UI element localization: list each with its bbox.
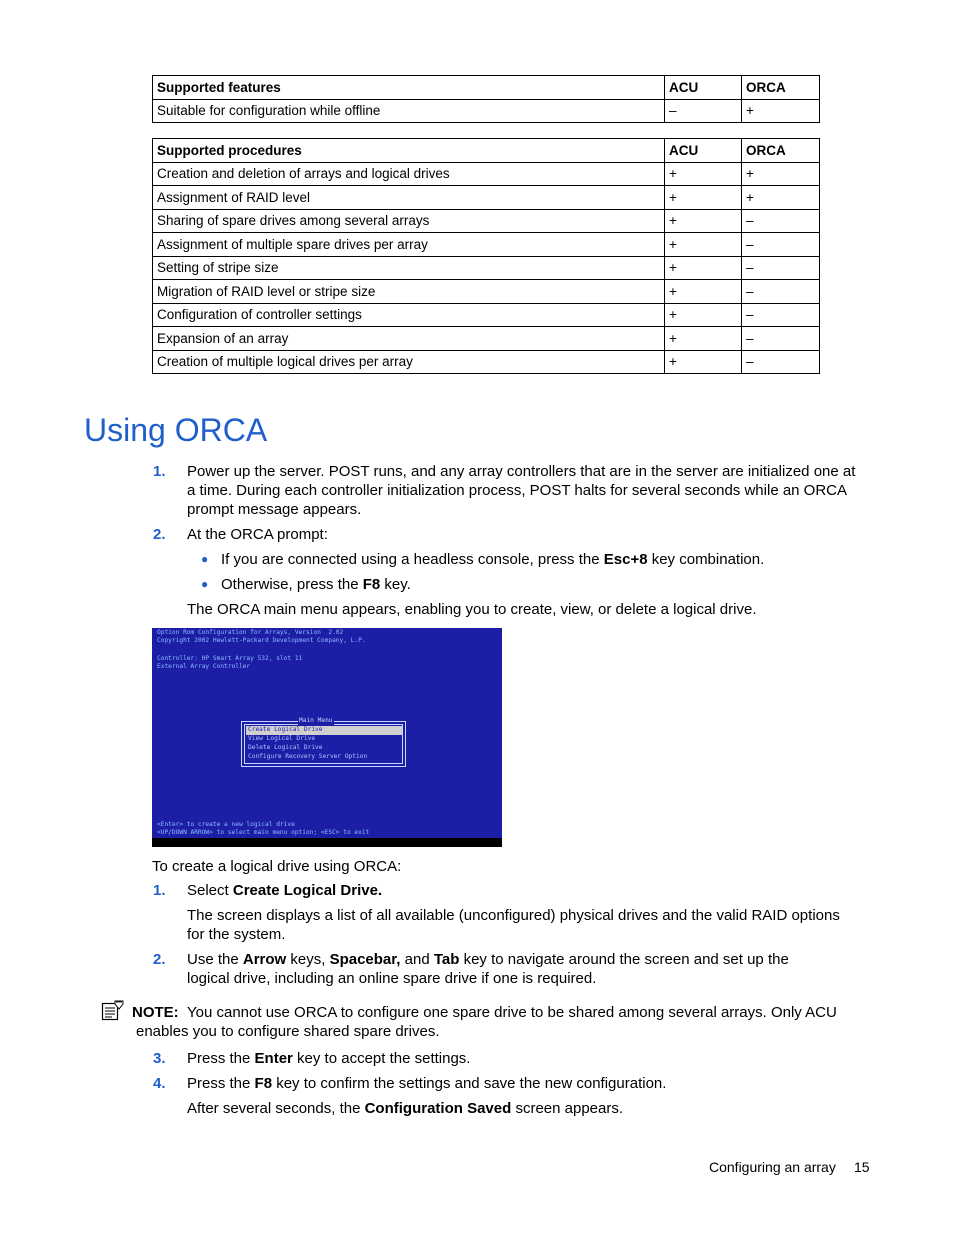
footer-section-title: Configuring an array [709, 1159, 836, 1175]
menu-item-create-logical-drive[interactable]: Create Logical Drive [246, 726, 402, 735]
main-menu-title: Main Menu [299, 717, 333, 724]
bullet-text: If you are connected using a headless console, press the Esc+8 key combination. [221, 551, 765, 568]
table-row [153, 256, 820, 280]
main-menu-box [241, 717, 406, 767]
table-row [153, 327, 820, 351]
text-line: for the system. [187, 926, 286, 943]
text-line: enables you to configure shared spare drives. [136, 1023, 440, 1040]
table-cell: + [665, 303, 742, 327]
table-row [153, 99, 820, 123]
screen-line: External Array Controller [157, 663, 251, 670]
table-cell: – [742, 233, 820, 257]
supported-procedures-table [152, 138, 820, 374]
text-line: NOTE: You cannot use ORCA to configure one spare drive to be shared among several arrays. Only ACU [132, 1004, 837, 1021]
table-cell: – [742, 350, 820, 374]
step-number: 4. [153, 1075, 166, 1092]
table-cell: + [665, 350, 742, 374]
bullet-icon: ● [201, 552, 209, 566]
step-text: Press the Enter key to accept the settings. [187, 1050, 471, 1067]
step-text: Press the F8 key to confirm the settings and save the new configuration. [187, 1075, 667, 1092]
table-row [153, 209, 820, 233]
header-cell: Supported features [153, 76, 665, 100]
table-header-row [153, 139, 820, 163]
table-cell: – [665, 99, 742, 123]
note-icon [101, 1000, 125, 1022]
table-cell: Suitable for configuration while offline [153, 99, 665, 123]
header-cell: ACU [665, 76, 742, 100]
table-cell: Migration of RAID level or stripe size [153, 280, 665, 304]
header-cell: ACU [665, 139, 742, 163]
step-number: 1. [153, 463, 166, 480]
text-line: The screen displays a list of all available (unconfigured) physical drives and the valid RAID options [187, 907, 840, 924]
screen-line: Option Rom Configuration for Arrays, Version 2.02 [157, 629, 344, 636]
table-cell: + [742, 162, 820, 186]
screen-bottom-bar [152, 838, 502, 847]
table-cell: – [742, 209, 820, 233]
table-cell: + [665, 256, 742, 280]
text-line: logical drive, including an online spare drive if one is required. [187, 970, 597, 987]
table-cell: + [665, 209, 742, 233]
page-number: 15 [854, 1159, 870, 1175]
table-cell: + [742, 186, 820, 210]
screen-line: Controller: HP Smart Array 532, slot 11 [157, 655, 303, 662]
table-cell: Assignment of multiple spare drives per array [153, 233, 665, 257]
note-label: NOTE: [132, 1004, 179, 1021]
table-cell: + [665, 186, 742, 210]
table-row [153, 350, 820, 374]
paragraph-text: The ORCA main menu appears, enabling you to create, view, or delete a logical drive. [187, 601, 757, 618]
screen-help-line: <UP/DOWN ARROW> to select main menu option; <ESC> to exit [157, 829, 370, 836]
menu-item-delete-logical-drive[interactable]: Delete Logical Drive [248, 744, 323, 751]
paragraph-text: To create a logical drive using ORCA: [152, 858, 402, 875]
table-row [153, 186, 820, 210]
table-cell: – [742, 303, 820, 327]
orca-main-menu-screenshot [152, 628, 502, 847]
table-cell: – [742, 327, 820, 351]
step-text: Select Create Logical Drive. [187, 882, 383, 899]
table-cell: Creation and deletion of arrays and logical drives [153, 162, 665, 186]
step-number: 1. [153, 882, 166, 899]
text-line: prompt message appears. [187, 501, 362, 518]
table-cell: Creation of multiple logical drives per array [153, 350, 665, 374]
menu-item-configure-recovery[interactable]: Configure Recovery Server Option [248, 753, 368, 760]
step-text [187, 950, 877, 988]
screen-help-line: <Enter> to create a new logical drive [157, 821, 295, 828]
table-cell: Setting of stripe size [153, 256, 665, 280]
paragraph-text: After several seconds, the Configuration Saved screen appears. [187, 1100, 624, 1117]
supported-features-table [152, 75, 820, 123]
screen-line: Copyright 2002 Hewlett-Packard Development Company, L.P. [157, 637, 366, 644]
menu-item-view-logical-drive[interactable]: View Logical Drive [248, 735, 316, 742]
step-number: 2. [153, 951, 166, 968]
text-line: a time. During each controller initialization process, POST halts for several seconds while an ORCA [187, 482, 848, 499]
paragraph-text [187, 906, 877, 944]
step-number: 2. [153, 526, 166, 543]
table-cell: + [742, 99, 820, 123]
step-text [187, 462, 877, 519]
table-cell: Configuration of controller settings [153, 303, 665, 327]
table-cell: Expansion of an array [153, 327, 665, 351]
table-cell: Sharing of spare drives among several arrays [153, 209, 665, 233]
note-text [132, 1003, 872, 1022]
table-header-row [153, 76, 820, 100]
step-number: 3. [153, 1050, 166, 1067]
table-cell: + [665, 327, 742, 351]
table-cell: + [665, 162, 742, 186]
header-cell: ORCA [742, 139, 820, 163]
section-heading: Using ORCA [84, 412, 268, 448]
table-row [153, 280, 820, 304]
step-text: At the ORCA prompt: [187, 526, 328, 543]
header-cell: Supported procedures [153, 139, 665, 163]
table-cell: + [665, 280, 742, 304]
table-cell: – [742, 256, 820, 280]
table-row [153, 162, 820, 186]
header-cell: ORCA [742, 76, 820, 100]
bullet-text: Otherwise, press the F8 key. [221, 576, 411, 593]
text-line: Power up the server. POST runs, and any array controllers that are in the server are initialized one at [187, 463, 856, 480]
table-cell: – [742, 280, 820, 304]
bullet-icon: ● [201, 577, 209, 591]
table-row [153, 233, 820, 257]
table-cell: Assignment of RAID level [153, 186, 665, 210]
table-cell: + [665, 233, 742, 257]
text-line: Use the Arrow keys, Spacebar, and Tab key to navigate around the screen and set up the [187, 951, 789, 968]
table-row [153, 303, 820, 327]
